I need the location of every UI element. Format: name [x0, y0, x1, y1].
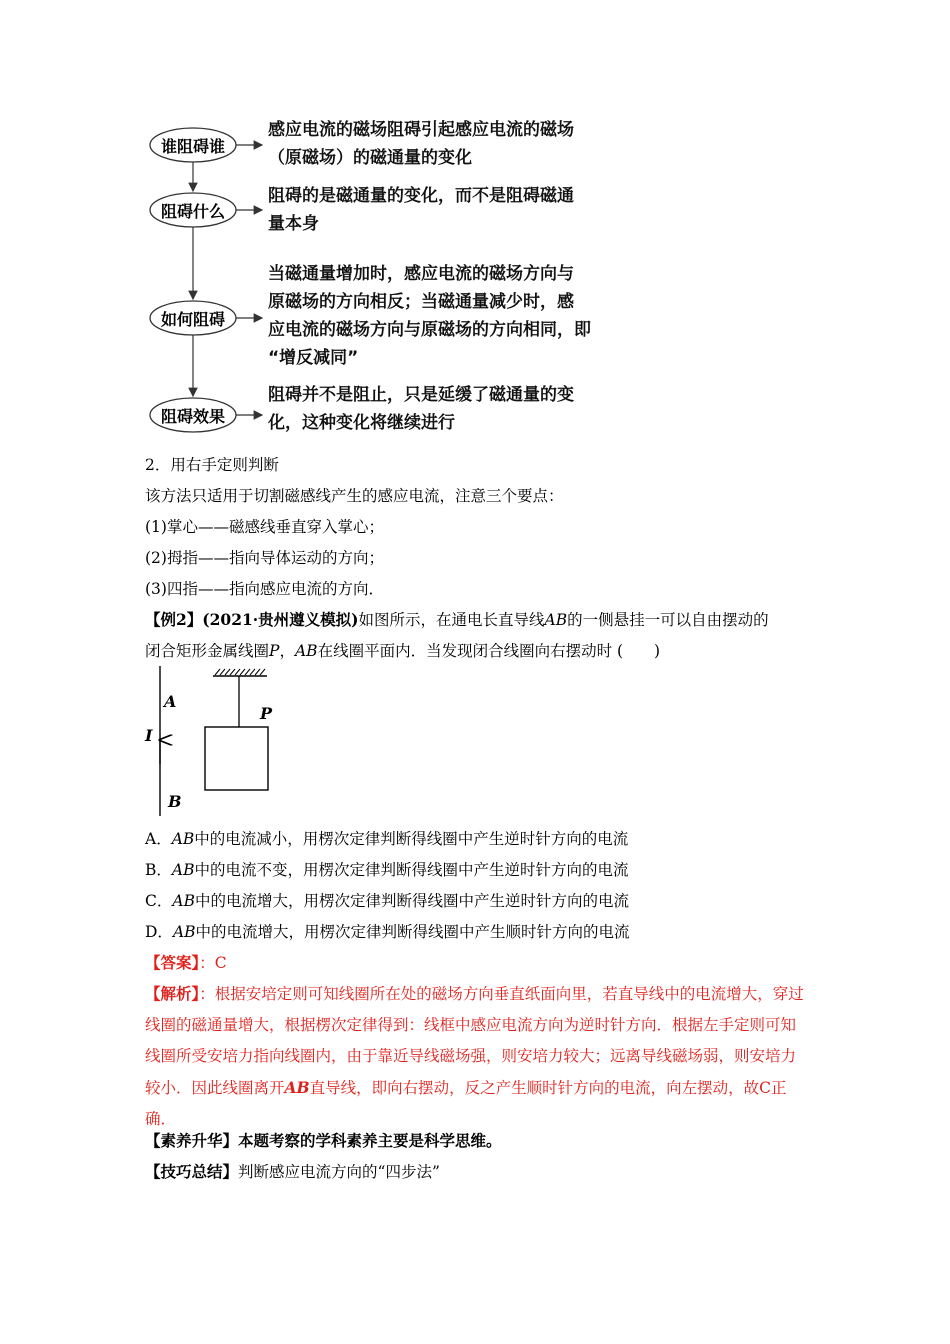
- option-text: 中的电流增大，用楞次定律判断得线圈中产生逆时针方向的电流: [194, 892, 629, 910]
- oval-label-who: 谁阻碍谁: [160, 137, 225, 156]
- ab-label: AB: [544, 611, 568, 629]
- question-text: 闭合矩形金属线圈: [145, 642, 270, 660]
- literacy-text: 本题考察的学科素养主要是科学思维。: [238, 1131, 502, 1150]
- option-c: [145, 891, 629, 911]
- point-2: (2)拇指——指向导体运动的方向；: [145, 549, 384, 567]
- ab-label: AB: [172, 892, 195, 910]
- label-p: P: [260, 704, 273, 723]
- option-text: 中的电流减小，用楞次定律判断得线圈中产生逆时针方向的电流: [194, 830, 629, 848]
- text-line: “增反减同”: [268, 348, 359, 368]
- analysis: [145, 978, 807, 1135]
- text-line: （原磁场）的磁通量的变化: [268, 148, 472, 168]
- wire-coil-figure: [140, 664, 310, 824]
- p-label: P: [269, 642, 280, 660]
- option-d: [145, 922, 630, 942]
- question-text: ，: [279, 642, 295, 660]
- ab-label: AB: [294, 642, 318, 660]
- node-text-effect: [268, 381, 574, 437]
- skill-label: 【技巧总结】: [145, 1162, 239, 1181]
- ab-label: AB: [172, 923, 196, 941]
- section-intro: 该方法只适用于切割磁感线产生的感应电流，注意三个要点：: [145, 487, 564, 505]
- label-b: B: [168, 792, 182, 811]
- label-a: A: [164, 692, 177, 711]
- text-line: 原磁场的方向相反；当磁通量减少时，感: [268, 292, 574, 312]
- text-line: 感应电流的磁场阻碍引起感应电流的磁场: [268, 120, 574, 140]
- ab-label: AB: [284, 1078, 310, 1097]
- ab-label: AB: [171, 830, 195, 848]
- skill-summary: [145, 1162, 440, 1182]
- text-line: 化，这种变化将继续进行: [268, 413, 455, 433]
- text-line: 量本身: [268, 214, 319, 234]
- node-text-what: [268, 182, 574, 238]
- ceiling-hatch: [215, 669, 265, 675]
- oval-label-how: 如何阻碍: [160, 310, 225, 329]
- section-heading: 2．用右手定则判断: [145, 456, 279, 474]
- label-i: I: [145, 726, 153, 745]
- option-letter: D．: [145, 923, 173, 941]
- skill-text: 判断感应电流方向的“四步法”: [238, 1163, 440, 1181]
- literacy: [145, 1131, 502, 1151]
- option-b: [145, 860, 629, 880]
- example-tag: 【例2】: [145, 610, 203, 629]
- analysis-text: ：根据安培定则可知线圈所在处的磁场方向垂直纸面向里，若直导线中的电流增大，穿过线圈的磁通量增大，根据楞次定律得到：线框中感应电流方向为逆时针方向．根据左手定则可知线圈所受安培力指向线圈内，由于靠近导线磁场强，则安培力较大；远离导线磁场弱，则安培力较小．因此线圈离开: [145, 985, 804, 1097]
- option-letter: B．: [145, 861, 172, 879]
- text-line: 阻碍的是磁通量的变化，而不是阻碍磁通: [268, 186, 574, 206]
- coil-p: [205, 727, 268, 790]
- option-text: 中的电流不变，用楞次定律判断得线圈中产生逆时针方向的电流: [194, 861, 629, 879]
- question-text: 在线圈平面内．当发现闭合线圈向右摆动时 ( ): [317, 642, 661, 660]
- answer-value: ：C: [199, 954, 227, 972]
- answer: [145, 953, 227, 973]
- answer-label: 【答案】: [145, 953, 200, 972]
- node-text-how: [268, 260, 591, 372]
- option-a: [145, 829, 628, 849]
- option-text: 中的电流增大，用楞次定律判断得线圈中产生顺时针方向的电流: [195, 923, 630, 941]
- ab-label: AB: [171, 861, 195, 879]
- node-text-who: [268, 116, 574, 172]
- text-line: 阻碍并不是阻止，只是延缓了磁通量的变: [268, 385, 574, 405]
- analysis-text: 直导线，即向右摆动，反之产生顺时针方向的电流，向左摆动，故C正确．: [145, 1079, 787, 1128]
- example-source: (2021·贵州遵义模拟): [202, 610, 359, 629]
- text-line: 当磁通量增加时，感应电流的磁场方向与: [268, 264, 574, 284]
- point-3: (3)四指——指向感应电流的方向．: [145, 580, 384, 598]
- question-text: 的一侧悬挂一可以自由摆动的: [567, 611, 769, 629]
- option-letter: A．: [145, 830, 172, 848]
- example-question-line1: [145, 610, 769, 630]
- oval-label-effect: 阻碍效果: [160, 407, 225, 426]
- question-text: 如图所示，在通电长直导线: [358, 611, 545, 629]
- option-letter: C．: [145, 892, 173, 910]
- text-line: 应电流的磁场方向与原磁场的方向相同，即: [268, 320, 591, 340]
- flow-diagram: [140, 110, 640, 440]
- point-1: (1)掌心——磁感线垂直穿入掌心；: [145, 518, 384, 536]
- example-question-line2: [145, 641, 660, 661]
- literacy-label: 【素养升华】: [145, 1131, 239, 1150]
- analysis-label: 【解析】: [145, 984, 200, 1003]
- figure-graphics: [140, 664, 310, 824]
- oval-label-what: 阻碍什么: [160, 202, 225, 221]
